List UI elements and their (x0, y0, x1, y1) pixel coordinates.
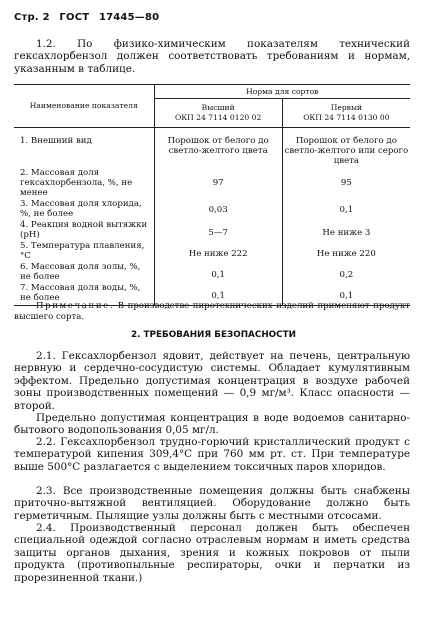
row-value-top: Порошок от белого до светло-желтого цвета (154, 128, 282, 168)
clause-2-2: 2.2. Гексахлорбензол трудно-горючий кристаллический продукт с температурой кипения 309,4°С при 760 мм рт. ст. При температуре выше 500°С разлагается с выделением токсичных паров хлоридов. (14, 436, 410, 473)
table-row (14, 199, 410, 220)
clause-2-1-continuation: Предельно допустимая концентрация в воде водоемов санитарно-бытового водопользования 0,05 мг/л. (14, 412, 410, 437)
page-header (14, 12, 165, 23)
row-value-first: Не ниже 3 (282, 220, 410, 241)
requirements-table (14, 84, 410, 306)
row-value-first: 95 (282, 168, 410, 199)
grade-header-first (282, 99, 410, 128)
row-name: 1. Внешний вид (20, 136, 92, 146)
clause-2-3: 2.3. Все производственные помещения должны быть снабжены приточно-вытяжной вентиляцией. Оборудование должно быть герметичным. Пылящие узлы должны быть с местными отсосами. (14, 485, 410, 522)
note-label: Примечание. (36, 301, 115, 311)
clause-2-4: 2.4. Производственный персонал должен быть обеспечен специальной одеждой согласно отраслевым нормам и иметь средства защиты органов дыхания, зрения и кожных покровов от пыли продукта (противопыльные респираторы, очки и перчатки из прорезиненной ткани.) (14, 522, 410, 584)
table-row (14, 262, 410, 283)
row-value-first: 0,1 (282, 199, 410, 220)
table-row (14, 220, 410, 241)
grade-first-code: ОКП 24 7114 0130 00 (303, 113, 390, 122)
table-row (14, 241, 410, 262)
table-row (14, 168, 410, 199)
row-name: 4. Реакция водной вытяжки (рН) (20, 219, 148, 240)
row-name: 2. Массовая доля гексахлорбензола, %, не менее (20, 167, 133, 198)
grade-top-name: Высший (201, 103, 235, 112)
row-value-first: Не ниже 220 (282, 241, 410, 262)
row-name: 3. Массовая доля хлорида, %, не более (20, 198, 142, 219)
row-name: 7. Массовая доля воды, %, не более (14, 283, 154, 306)
row-name: 6. Массовая доля золы, %, не более (20, 261, 141, 282)
column-header-norm: Норма для сортов (154, 85, 410, 99)
page-number: Стр. 2 (14, 12, 50, 23)
standard-label: ГОСТ (59, 12, 90, 23)
section-title: 2. ТРЕБОВАНИЯ БЕЗОПАСНОСТИ (131, 330, 296, 340)
table-row (14, 128, 410, 168)
row-value-first: 0,2 (282, 262, 410, 283)
row-value-top: 97 (154, 168, 282, 199)
row-value-first: Порошок от белого до светло-желтого или серого цвета (282, 128, 410, 168)
row-value-top: 0,1 (154, 262, 282, 283)
grade-first-name: Первый (330, 103, 363, 112)
table-note (14, 301, 410, 323)
standard-number: 17445—80 (98, 12, 160, 23)
column-header-name: Наименование показателя (14, 85, 154, 128)
grade-header-top (154, 99, 282, 128)
intro-paragraph: 1.2. По физико-химическим показателям технический гексахлорбензол должен соответствовать требованиям и нормам, указанным в таблице. (14, 38, 410, 75)
row-value-first: 0,1 (282, 283, 410, 306)
row-value-top: 5—7 (154, 220, 282, 241)
grade-top-code: ОКП 24 7114 0120 02 (174, 113, 262, 122)
note-text: В производстве пиротехнических изделий применяют продукт высшего сорта. (14, 301, 410, 322)
row-value-top: Не ниже 222 (154, 241, 282, 262)
clause-2-1: 2.1. Гексахлорбензол ядовит, действует на печень, центральную нервную и сердечно-сосудистую системы. Обладает кумулятивным эффектом. Предельно допустимая концентрация в воздухе рабочей зоны производственных помещений — 0,9 мг/м³. Класс опасности — второй. (14, 350, 410, 412)
row-name: 5. Температура плавления, °С (20, 240, 145, 261)
row-value-top: 0,03 (154, 199, 282, 220)
row-value-top: 0,1 (154, 283, 282, 306)
